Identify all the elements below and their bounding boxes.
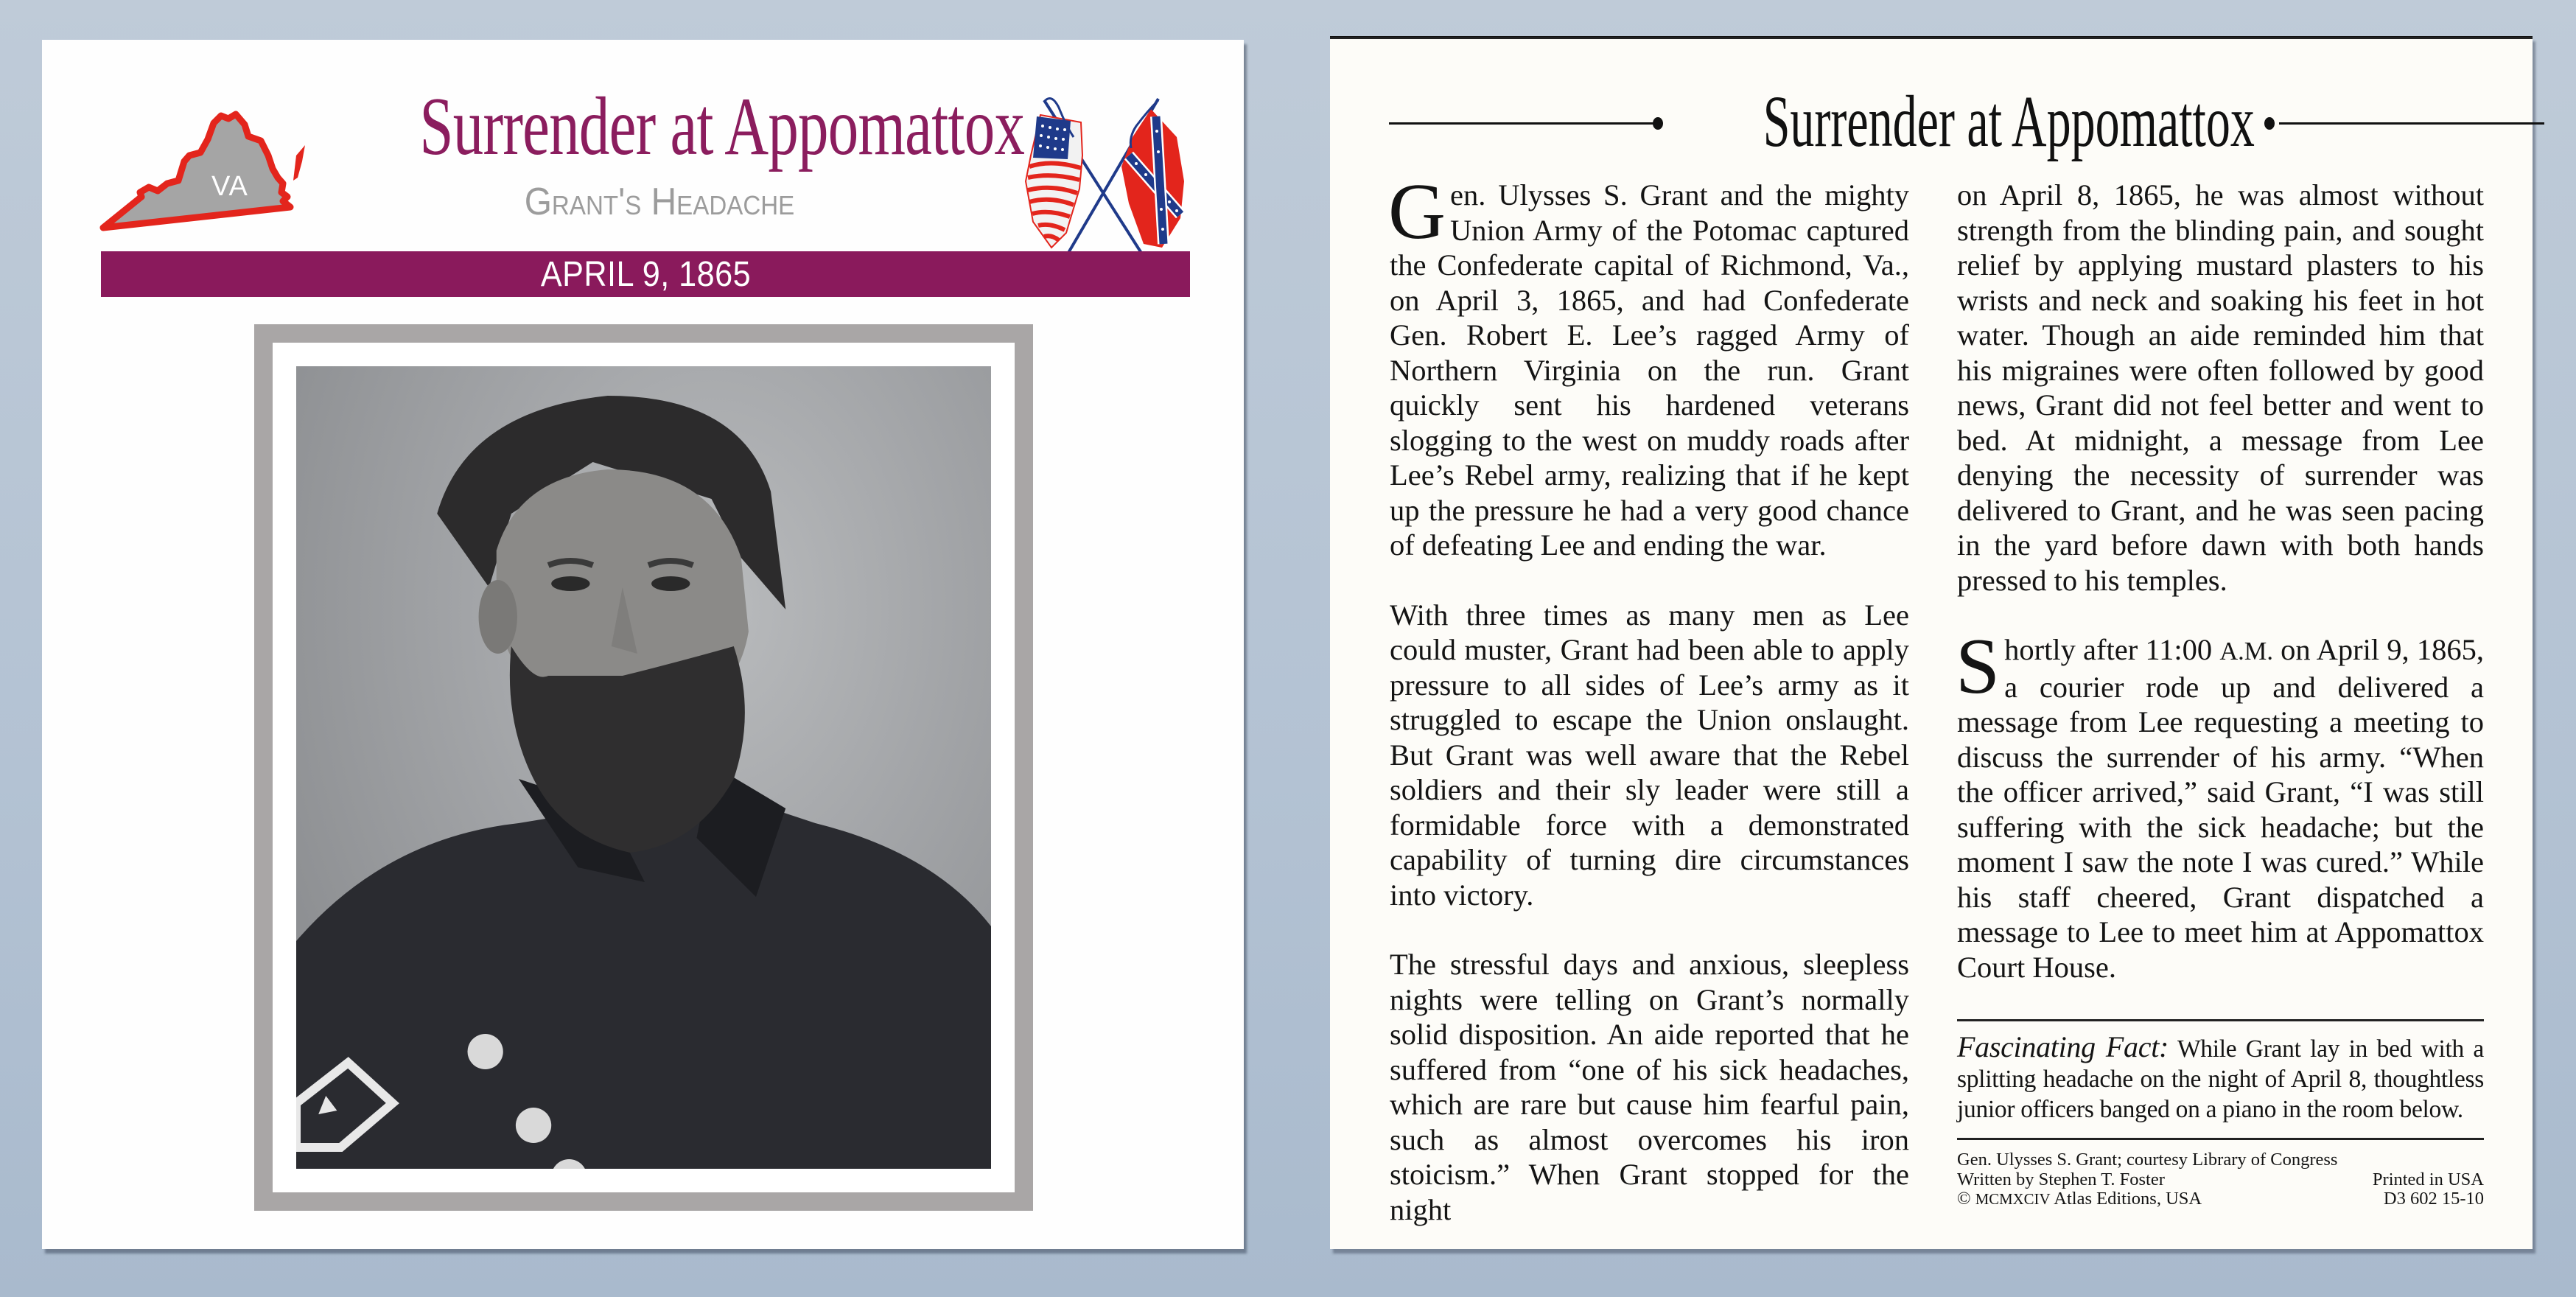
paragraph [1388,168,1909,563]
photo-frame [254,324,1033,1211]
grant-portrait-image [296,366,991,1169]
paragraph: on April 8, 1865, he was almost without strength from the blinding pain, and sought relief by applying mustard plasters to his wrists and neck and soaking his feet in hot water. Though an aide reminded him that his migraines were often followed by good news, Grant did not feel better and went to bed. At midnight, a message from Lee denying the necessity of surrender was delivered to Grant, and he was seen pacing in the yard before dawn with both hands pressed to his temples. [1957,178,2484,597]
portrait-photo [296,366,991,1169]
back-title: Surrender at Appomattox [1763,80,2255,162]
state-abbreviation: VA [211,171,248,202]
paragraph: The stressful days and anxious, sleepless nights were telling on Grant’s normally solid disposition. An aide reported that he suffered from “one of his sick headaches, which are rare but cause him fearful pain, such as almost overcomes his iron stoicism.” When Grant stopped for the night [1390,948,1909,1226]
text-column-left [1388,168,1909,1262]
bullet-icon [2264,117,2275,130]
photo-credit: Gen. Ulysses S. Grant; courtesy Library of Congress [1957,1150,2338,1170]
divider [1957,1019,2484,1021]
copyright-symbol: © [1957,1189,1971,1209]
bullet-icon [1653,117,1663,130]
paragraph-text: en. Ulysses S. Grant and the mighty Union Army of the Potomac captured the Confederate capital of Richmond, Va., on April 3, 1865, and had Confederate Gen. Robert E. Lee’s ragged Army of Northern Virginia on the run. Grant quickly sent his hardened veterans slogging to the west on muddy roads after Lee’s Rebel army, realizing that if he kept up the pressure he had a very good chance of defeating Lee and ending the war. [1390,178,1909,562]
paragraph-text: hortly after 11:00 [2004,633,2220,666]
card-subtitle: Grant's Headache [524,181,795,223]
card-title: Surrender at Appomattox [419,81,1025,172]
paragraph: With three times as many men as Lee could muster, Grant had been able to apply pressure to all sides of Lee’s army as it struggled to escape the Union onslaught. But Grant was well aware that the Rebel soldiers and their sly leader were still a formidable force with a demonstrated capability of turning dire circumstances into victory. [1390,598,1909,912]
text-column-right [1957,178,2484,1209]
event-date: APRIL 9, 1865 [540,254,751,294]
publisher: Atlas Editions, USA [2050,1189,2202,1209]
time-suffix: A.M. [2219,637,2273,665]
fact-text: While Grant lay in bed with a splitting headache on the night of April 8, thoughtless junior officers banged on a piano in the room below. [1957,1035,2484,1123]
drop-cap: G [1388,168,1446,256]
divider [1957,1138,2484,1140]
photo-mat [273,343,1015,1192]
printed-in: Printed in USA [2372,1169,2484,1189]
fascinating-fact [1957,1032,2484,1125]
title-rule-right [2279,122,2544,125]
virginia-state-icon [97,110,318,242]
date-banner [101,251,1190,297]
title-rule-left [1389,122,1656,125]
paragraph [1956,623,2484,985]
copyright [1957,1189,2202,1209]
product-code: D3 602 15-10 [2383,1189,2484,1209]
fact-label: Fascinating Fact: [1957,1030,2169,1063]
front-card [42,40,1244,1249]
credits [1957,1150,2484,1209]
author-credit: Written by Stephen T. Foster [1957,1169,2165,1189]
paragraph-text: on April 9, 1865, a courier rode up and delivered a message from Lee requesting a meeting to discuss the surrender of his army. “When the officer arrived,” said Grant, “I was still suffering with the sick headache; but the moment I saw the note I was cured.” While his staff cheered, Grant dispatched a message to Lee to meet him at Appomattox Court House. [1957,633,2484,984]
copyright-year: MCMXCIV [1975,1190,2051,1208]
drop-cap: S [1956,623,2001,710]
crossed-flags-icon [1000,85,1191,262]
back-card [1330,37,2533,1249]
